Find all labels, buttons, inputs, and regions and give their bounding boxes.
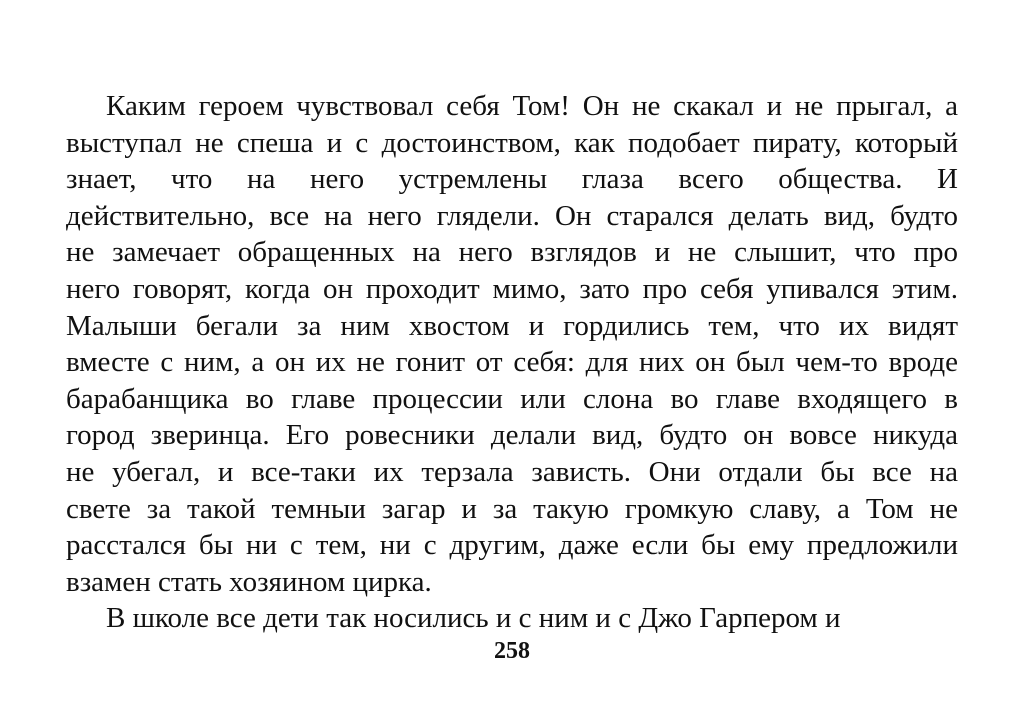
page-number: 258 — [494, 638, 530, 664]
text-line: знает, что на него устремлены глаза всего общества. И — [66, 163, 958, 196]
text-line: вместе с ним, а он их не гонит от себя: для них он был чем-то вроде — [66, 346, 958, 379]
text-block — [66, 88, 958, 637]
text-line: не замечает обращенных на него взглядов и не слышит, что про — [66, 236, 958, 269]
text-line: свете за такой темныи загар и за такую громкую славу, а Том не — [66, 492, 958, 525]
text-line: город зверинца. Его ровесники делали вид, будто он вовсе никуда — [66, 419, 958, 452]
paragraph-2 — [66, 600, 958, 637]
text-line: действительно, все на него глядели. Он старался делать вид, будто — [66, 199, 958, 232]
text-line: выступал не спеша и с достоинством, как подобает пирату, который — [66, 126, 958, 159]
text-line: Каким героем чувствовал себя Том! Он не скакал и не прыгал, а — [106, 90, 958, 122]
text-line: не убегал, и все-таки их терзала зависть. Они отдали бы все на — [66, 455, 958, 488]
text-line: В школе все дети так носились и с ним и с Джо Гарпером и — [106, 602, 841, 635]
text-line: Малыши бегали за ним хвостом и гордились тем, что их видят — [66, 309, 958, 342]
text-line: расстался бы ни с тем, ни с другим, даже если бы ему предложили — [66, 529, 958, 562]
text-line: взамен стать хозяином цирка. — [66, 565, 432, 598]
text-line: барабанщика во главе процессии или слона во главе входящего в — [66, 382, 958, 415]
text-line: него говорят, когда он проходит мимо, зато про себя упивался этим. — [66, 272, 958, 305]
paragraph-1 — [66, 88, 958, 600]
